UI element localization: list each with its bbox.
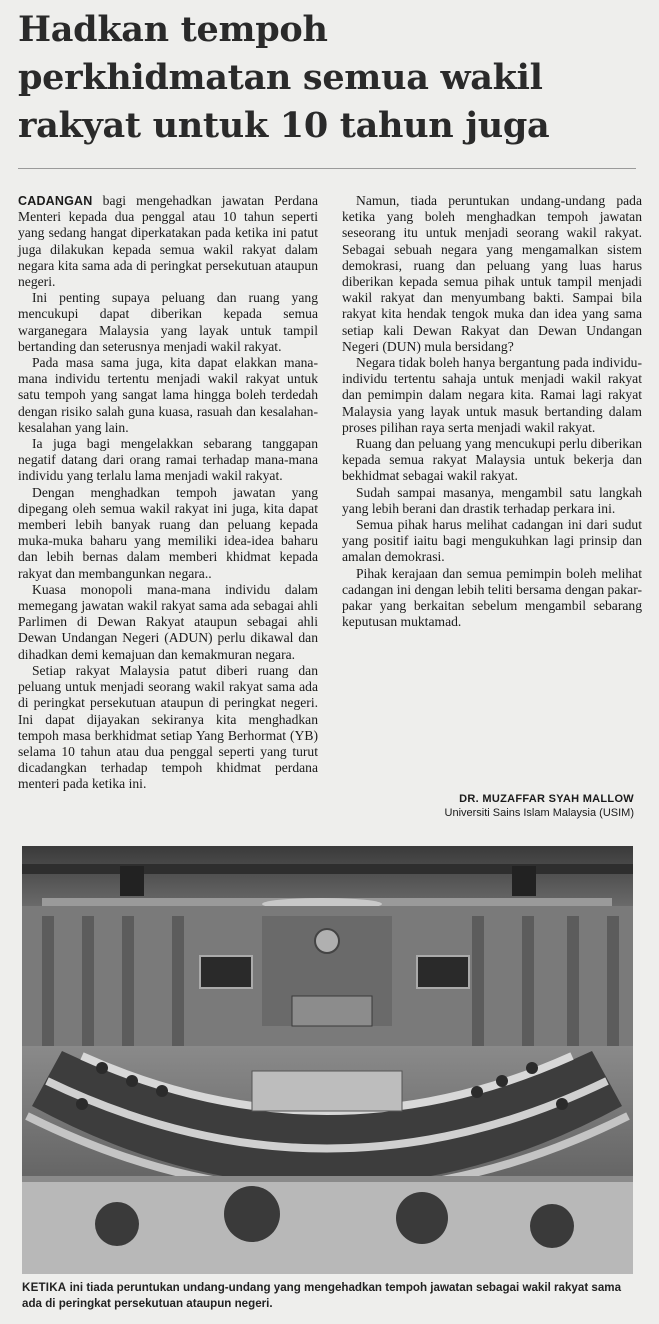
article-paragraph-10: Ruang dan peluang yang mencukupi perlu diberikan kepada semua rakyat Malaysia untuk bekerja dan bekhidmat sebagai wakil rakyat.	[342, 436, 642, 484]
article-paragraph-8: Namun, tiada peruntukan undang-undang pada ketika yang boleh menghadkan tempoh jawatan seseorang itu untuk menjadi seorang wakil rakyat. Sebagai sebuah negara yang mengamalkan sistem demokrasi, ruang dan peluang yang luas harus diberikan kepada semua pihak untuk tampil menjadi wakil rakyat dan menyumbang bakti. Sampai bila rakyat kita hendak tengok muka dan idea yang sama setiap kali Dewan Rakyat dan Dewan Undangan Negeri (DUN) mula bersidang?	[342, 193, 642, 354]
article-paragraph-1	[18, 193, 318, 290]
headline-line-3: rakyat untuk 10 tahun juga	[18, 105, 550, 146]
assembly-hall-illustration	[22, 846, 633, 1274]
article-paragraph-5: Dengan menghadkan tempoh jawatan yang dipegang oleh semua wakil rakyat ini juga, kita dapat memberi lebih banyak ruang dan peluang kepada muka-muka baharu yang memiliki idea-idea baharu dan lebih bernas dalam memberi khidmat kepada rakyat dan membangunkan negara..	[18, 484, 318, 581]
author-name: DR. MUZAFFAR SYAH MALLOW	[459, 793, 634, 805]
lead-word: CADANGAN	[18, 194, 93, 208]
byline	[445, 793, 634, 819]
article-paragraph-11: Sudah sampai masanya, mengambil satu langkah yang lebih berani dan drastik terhadap perkara ini.	[342, 484, 642, 516]
headline-divider	[18, 168, 636, 169]
article-paragraph-7: Setiap rakyat Malaysia patut diberi ruang dan peluang untuk menjadi seorang wakil rakyat sama ada di peringkat persekutuan ataupun di peringkat negeri. Ini dapat dijayakan sekiranya kita menghadkan tempoh masa berkhidmat setiap Yang Berhormat (YB) selama 10 tahun atau dua penggal seperti yang turut dicadangkan terhadap tempoh khidmat perdana menteri pada ketika ini.	[18, 662, 318, 792]
article-paragraph-2: Ini penting supaya peluang dan ruang yang mencukupi dapat diberikan kepada semua warganegara Malaysia yang layak untuk tampil bertanding dan seterusnya menjadi wakil rakyat.	[18, 290, 318, 354]
article-paragraph-4: Ia juga bagi mengelakkan sebarang tanggapan negatif datang dari orang ramai terhadap mana-mana individu yang terlalu lama menjadi wakil rakyat.	[18, 436, 318, 484]
headline-line-2: perkhidmatan semua wakil	[18, 57, 543, 98]
headline-line-1: Hadkan tempoh	[18, 9, 328, 50]
caption-lead: KETIKA	[22, 1281, 67, 1294]
assembly-hall-photo	[22, 846, 633, 1274]
photo-caption	[22, 1280, 637, 1312]
article-paragraph-3: Pada masa sama juga, kita dapat elakkan mana-mana individu tertentu menjadi wakil rakyat untuk satu tempoh yang sangat lama hingga boleh terdedah dengan risiko salah guna kuasa, rasuah dan kesalahan-kesalahan yang lain.	[18, 355, 318, 435]
article-column-right	[342, 193, 642, 630]
paragraph-text: bagi mengehadkan jawatan Perdana Menteri kepada dua penggal atau 10 tahun seperti yang sedang hangat diperkatakan pada ketika ini patut juga dilakukan kepada semua wakil rakyat dalam negara kita sama ada di peringkat persekutuan ataupun negeri.	[18, 193, 318, 290]
caption-text: ini tiada peruntukan undang-undang yang mengehadkan tempoh jawatan sebagai wakil rakyat sama ada di peringkat persekutuan ataupun negeri.	[22, 1281, 622, 1310]
article-paragraph-13: Pihak kerajaan dan semua pemimpin boleh melihat cadangan ini dengan lebih teliti bersama dengan pakar-pakar yang berkaitan sebelum mengambil sebarang keputusan muktamad.	[342, 565, 642, 630]
headline	[18, 6, 638, 150]
article-paragraph-12: Semua pihak harus melihat cadangan ini dari sudut yang positif iaitu bagi mengukuhkan lagi prinsip dan amalan demokrasi.	[342, 517, 642, 565]
author-affiliation: Universiti Sains Islam Malaysia (USIM)	[444, 807, 634, 819]
article-paragraph-6: Kuasa monopoli mana-mana individu dalam memegang jawatan wakil rakyat sama ada sebagai ahli Parlimen di Dewan Rakyat ataupun sebagai ahli Dewan Undangan Negeri (ADUN) perlu dikawal dan dihadkan demi kemajuan dan kemakmuran negara.	[18, 581, 318, 662]
article-column-left	[18, 193, 318, 793]
article-paragraph-9: Negara tidak boleh hanya bergantung pada individu-individu tertentu sahaja untuk menjadi wakil rakyat dan pemimpin dalam negara kita. Ramai lagi rakyat Malaysia yang layak untuk masuk bertanding dalam proses pilihan raya serta menjadi wakil rakyat.	[342, 355, 642, 435]
